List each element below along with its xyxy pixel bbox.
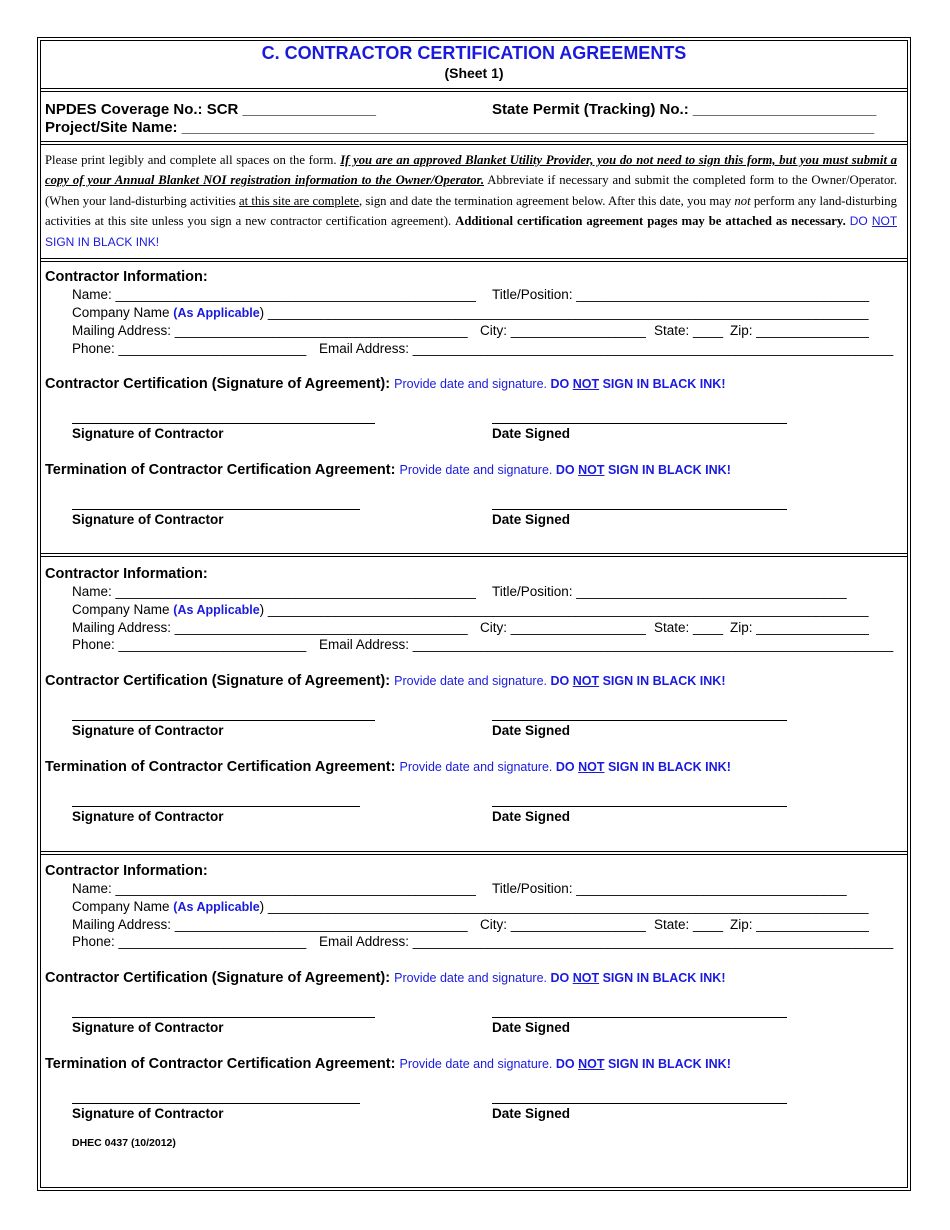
phone-field[interactable]: Phone: _________________________ [72, 934, 307, 949]
company-name-field[interactable]: Company Name (As Applicable) ________________________________________________________________________________ [72, 305, 869, 320]
name-field[interactable]: Name: ________________________________________________ [72, 287, 476, 302]
zip-field[interactable]: Zip: _______________ [730, 917, 869, 932]
date-signed-label: Date Signed [492, 1020, 571, 1035]
title-position-field[interactable]: Title/Position: ____________________________________ [492, 584, 847, 599]
instructions-paragraph: Please print legibly and complete all spaces on the form. If you are an approved Blanket Utility Provider, you do not need to sign this form, but you must submit a copy of your Annual Blanket NOI registration information to the Owner/Operator. Abbreviate if necessary and submit the completed form to the Owner/Operator. (When your land-disturbing activities at this site are complete, sign and date the termination agreement below. After this date, you may not perform any land-disturbing activities at this site unless you sign a new contractor certification agreement). Additional certification agreement pages may be attached as necessary. DO NOT SIGN IN BLACK INK! [45, 153, 898, 249]
signature-label: Signature of Contractor [72, 1106, 224, 1121]
title-position-field[interactable]: Title/Position: _______________________________________ [492, 287, 870, 302]
date-line[interactable] [492, 1103, 787, 1104]
sheet-label: (Sheet 1) [444, 65, 504, 81]
date-signed-label: Date Signed [492, 512, 571, 527]
date-signed-label: Date Signed [492, 426, 571, 441]
contractor-information-heading: Contractor Information: [45, 566, 208, 582]
termination-heading: Termination of Contractor Certification Agreement: Provide date and signature. DO NOT SIGN IN BLACK INK! [45, 1056, 731, 1072]
phone-field[interactable]: Phone: _________________________ [72, 341, 307, 356]
signature-label: Signature of Contractor [72, 723, 224, 738]
email-field[interactable]: Email Address: ________________________________________________________________ [319, 934, 894, 949]
contractor-block-3 [0, 594, 950, 1121]
state-field[interactable]: State: ____ [654, 620, 724, 635]
signature-line[interactable] [72, 1017, 375, 1018]
email-field[interactable]: Email Address: ________________________________________________________________ [319, 637, 894, 652]
date-signed-label: Date Signed [492, 723, 571, 738]
contractor-information-heading: Contractor Information: [45, 863, 208, 879]
signature-label: Signature of Contractor [72, 1020, 224, 1035]
certification-heading: Contractor Certification (Signature of Agreement): Provide date and signature. DO NOT SIGN IN BLACK INK! [45, 376, 726, 392]
contractor-block-2 [0, 297, 950, 824]
signature-label: Signature of Contractor [72, 512, 224, 527]
mailing-address-field[interactable]: Mailing Address: _______________________________________ [72, 917, 468, 932]
termination-heading: Termination of Contractor Certification Agreement: Provide date and signature. DO NOT SIGN IN BLACK INK! [45, 462, 731, 478]
form-id: DHEC 0437 (10/2012) [72, 1137, 176, 1149]
state-permit-field[interactable]: State Permit (Tracking) No.: ______________________ [492, 101, 877, 118]
contractor-block-1 [0, 0, 950, 527]
signature-label: Signature of Contractor [72, 809, 224, 824]
date-line[interactable] [492, 1017, 787, 1018]
black-ink-warning: DO NOT SIGN IN BLACK INK! [45, 214, 897, 249]
company-name-field[interactable]: Company Name (As Applicable) ________________________________________________________________________________ [72, 602, 869, 617]
form-title: C. CONTRACTOR CERTIFICATION AGREEMENTS [261, 43, 687, 63]
certification-heading: Contractor Certification (Signature of Agreement): Provide date and signature. DO NOT SIGN IN BLACK INK! [45, 970, 726, 986]
title-position-field[interactable]: Title/Position: ____________________________________ [492, 881, 847, 896]
state-field[interactable]: State: ____ [654, 917, 724, 932]
city-field[interactable]: City: __________________ [480, 917, 646, 932]
company-name-field[interactable]: Company Name (As Applicable) ________________________________________________________________________________ [72, 899, 869, 914]
date-signed-label: Date Signed [492, 1106, 571, 1121]
email-field[interactable]: Email Address: ________________________________________________________________ [319, 341, 894, 356]
city-field[interactable]: City: __________________ [480, 620, 646, 635]
certification-heading: Contractor Certification (Signature of Agreement): Provide date and signature. DO NOT SIGN IN BLACK INK! [45, 673, 726, 689]
mailing-address-field[interactable]: Mailing Address: _______________________________________ [72, 620, 468, 635]
npdes-coverage-field[interactable]: NPDES Coverage No.: SCR ________________ [45, 101, 377, 118]
name-field[interactable]: Name: ________________________________________________ [72, 584, 476, 599]
city-field[interactable]: City: __________________ [480, 323, 646, 338]
contractor-information-heading: Contractor Information: [45, 269, 208, 285]
state-field[interactable]: State: ____ [654, 323, 724, 338]
mailing-address-field[interactable]: Mailing Address: _______________________________________ [72, 323, 468, 338]
signature-line[interactable] [72, 1103, 360, 1104]
termination-heading: Termination of Contractor Certification Agreement: Provide date and signature. DO NOT SIGN IN BLACK INK! [45, 759, 731, 775]
project-site-field[interactable]: Project/Site Name: ___________________________________________________________________________________ [45, 119, 875, 136]
signature-label: Signature of Contractor [72, 426, 224, 441]
phone-field[interactable]: Phone: _________________________ [72, 637, 307, 652]
zip-field[interactable]: Zip: _______________ [730, 620, 869, 635]
zip-field[interactable]: Zip: _______________ [730, 323, 869, 338]
name-field[interactable]: Name: ________________________________________________ [72, 881, 476, 896]
date-signed-label: Date Signed [492, 809, 571, 824]
